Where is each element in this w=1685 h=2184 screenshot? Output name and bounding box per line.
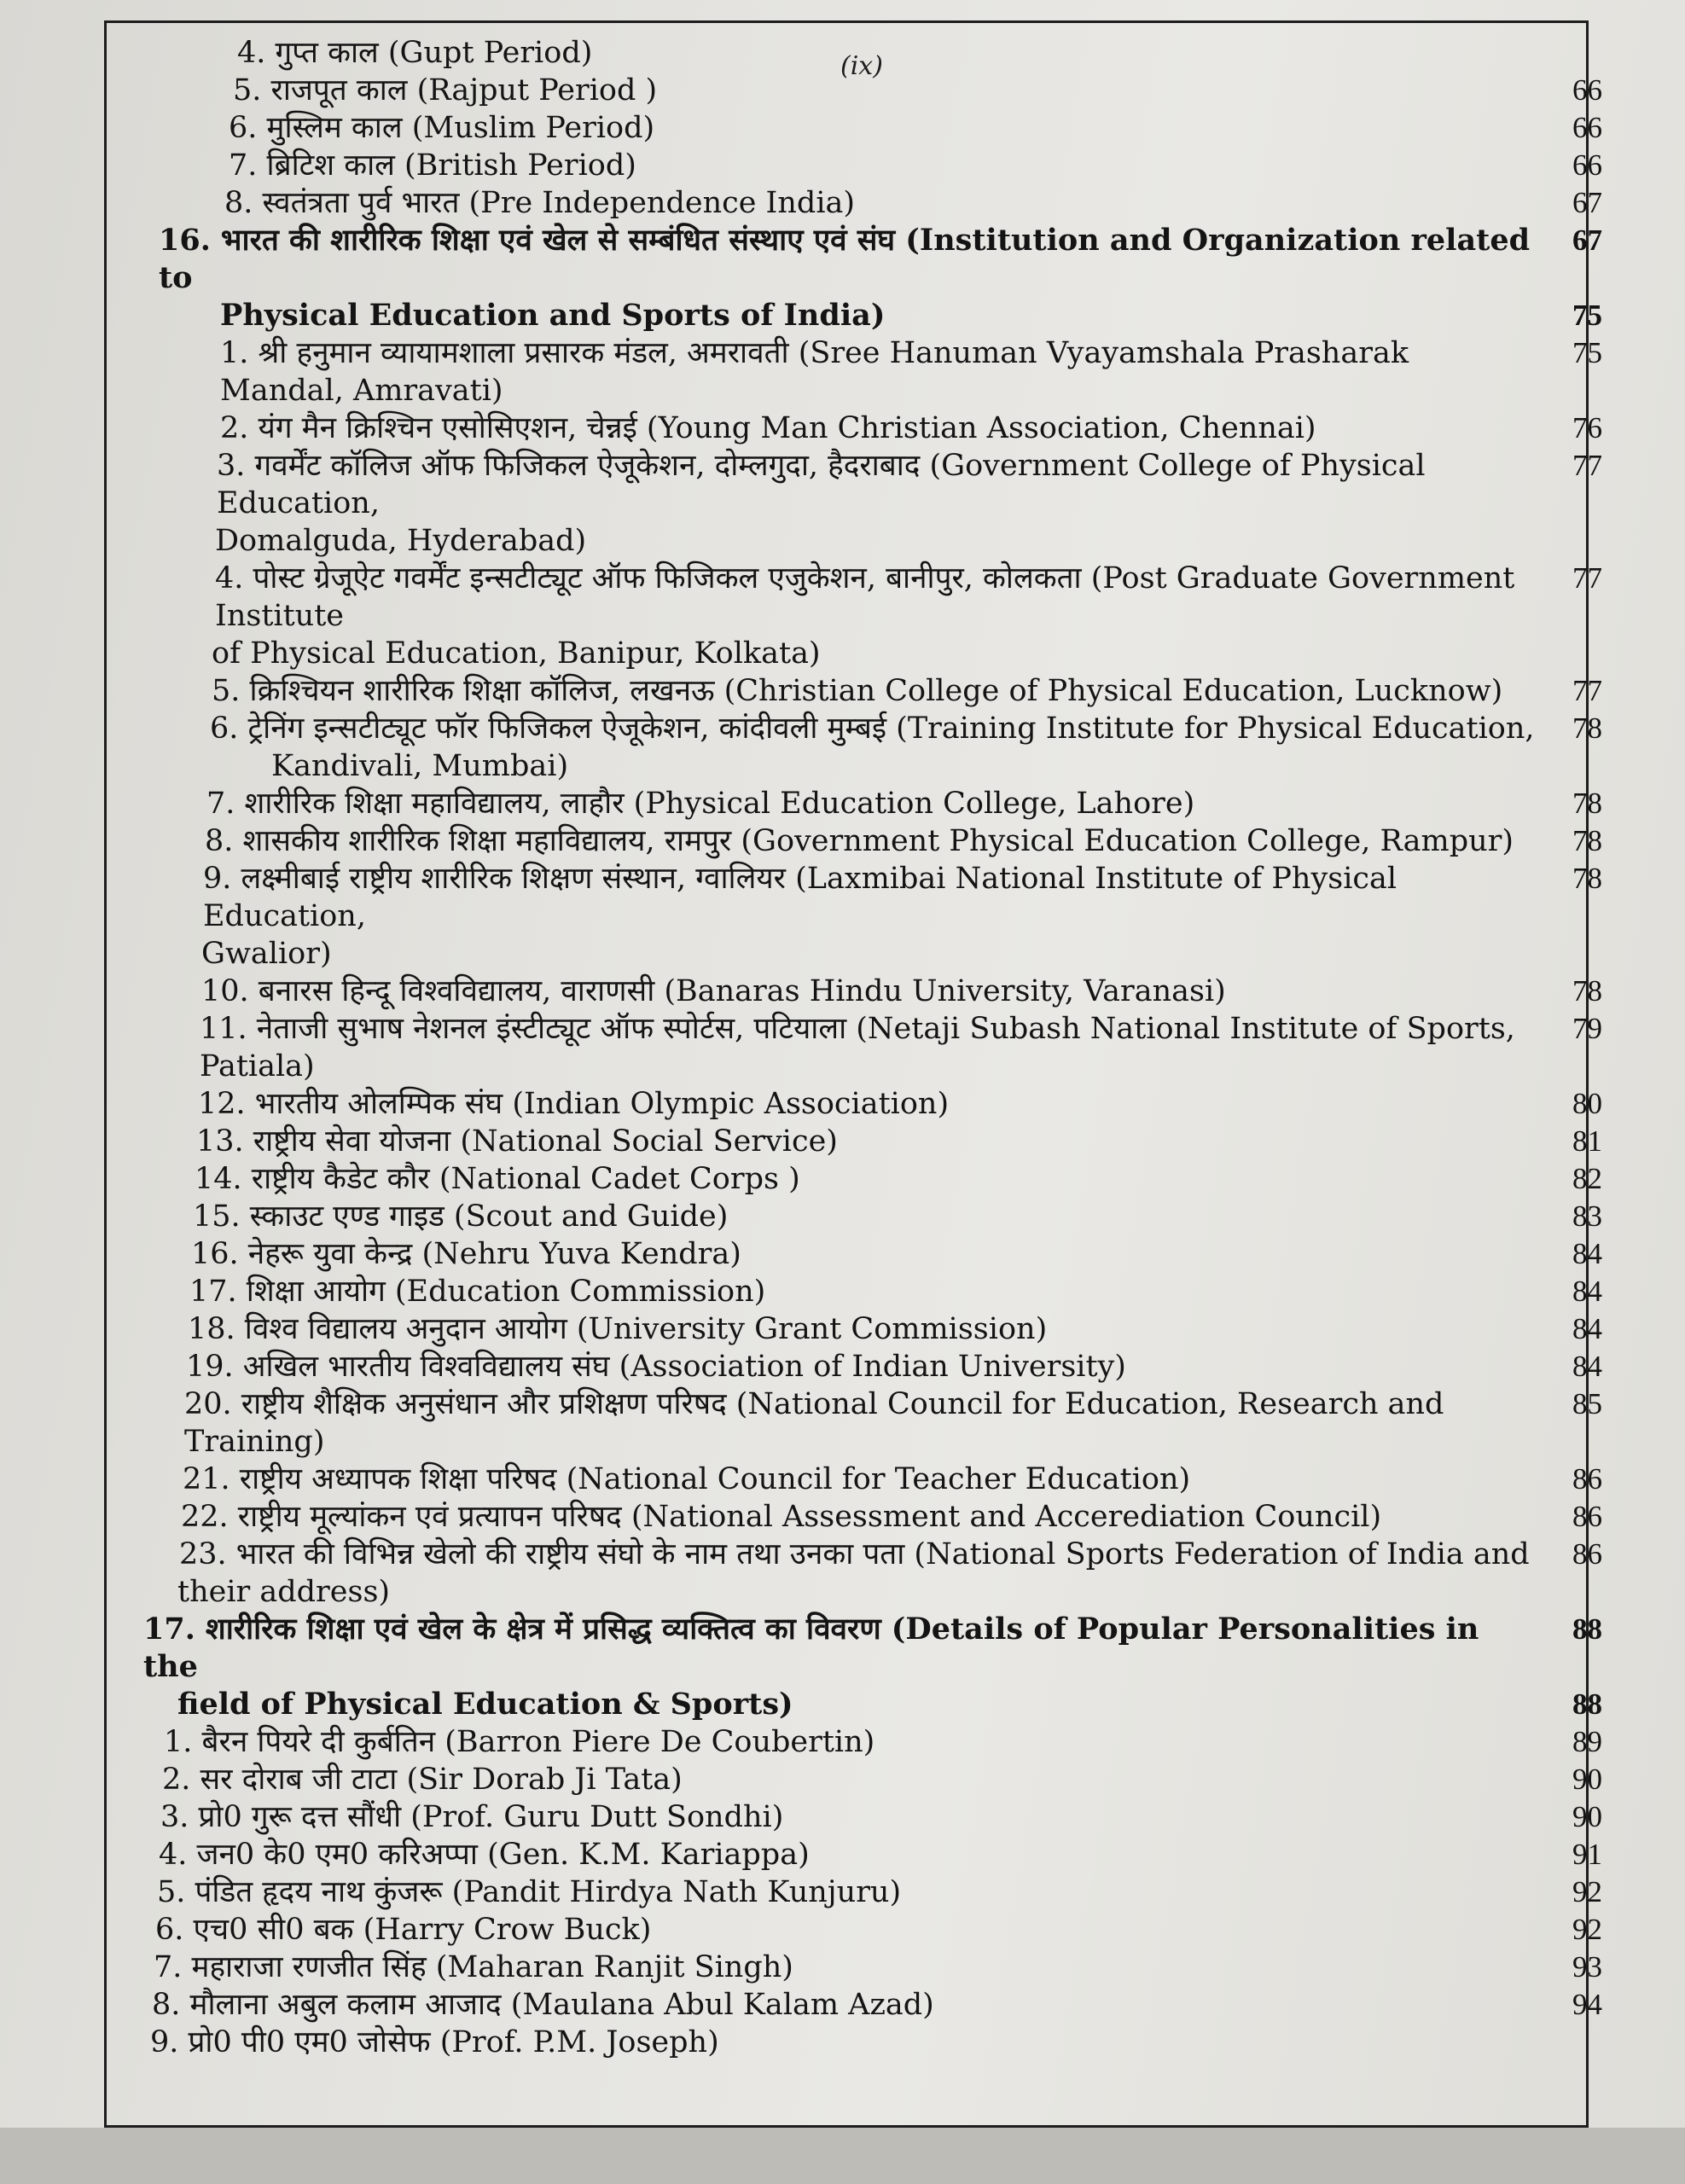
toc-item: 14. राष्ट्रीय कैडेट कौर (National Cadet Corps ) 82 <box>195 1162 1602 1196</box>
toc-item-continued: of Physical Education, Banipur, Kolkata) <box>212 636 821 671</box>
toc-item: 6. मुस्लिम काल (Muslim Period) 66 <box>229 111 1602 145</box>
toc-item: 7. महाराजा रणजीत सिंह (Maharan Ranjit Singh) 93 <box>154 1950 1602 1984</box>
toc-item: 7. शारीरिक शिक्षा महाविद्यालय, लाहौर (Physical Education College, Lahore) 78 <box>206 787 1602 821</box>
toc-item: 22. राष्ट्रीय मूल्यांकन एवं प्रत्यापन परिषद (National Assessment and Accerediation Council) 86 <box>181 1500 1602 1534</box>
toc-item: 2. यंग मैन क्रिश्चिन एसोसिएशन, चेन्नई (Young Man Christian Association, Chennai) 76 <box>220 411 1602 445</box>
table-of-contents <box>143 34 1602 2061</box>
toc-item: 8. शासकीय शारीरिक शिक्षा महाविद्यालय, रामपुर (Government Physical Education College, Rampur) 78 <box>205 824 1602 858</box>
toc-item: 7. ब्रिटिश काल (British Period) 66 <box>229 148 1602 183</box>
toc-item: 3. प्रो0 गुरू दत्त सौंधी (Prof. Guru Dutt Sondhi) 90 <box>160 1800 1602 1834</box>
toc-item: 9. लक्ष्मीबाई राष्ट्रीय शारीरिक शिक्षण संस्थान, ग्वालियर (Laxmibai National Institute of Physical Education, 78 <box>203 862 1602 933</box>
section-heading-continued: field of Physical Education & Sports) 88 <box>177 1687 1602 1722</box>
toc-item: 4. जन0 के0 एम0 करिअप्पा (Gen. K.M. Kariappa) 91 <box>159 1838 1602 1872</box>
toc-item-continued: Gwalior) <box>201 937 332 971</box>
toc-item: 8. मौलाना अबुल कलाम आजाद (Maulana Abul Kalam Azad) 94 <box>152 1988 1602 2022</box>
toc-item-continued: Kandivali, Mumbai) <box>271 749 569 783</box>
toc-item: 11. नेताजी सुभाष नेशनल इंस्टीट्यूट ऑफ स्पोर्टस, पटियाला (Netaji Subash National Institute of Sports, Patiala) 79 <box>200 1012 1602 1083</box>
page-bottom-edge <box>0 2128 1685 2184</box>
toc-item: 8. स्वतंत्रता पुर्व भारत (Pre Independence India) 67 <box>224 186 1602 220</box>
toc-item: 16. नेहरू युवा केन्द्र (Nehru Yuva Kendra) 84 <box>191 1237 1602 1271</box>
section-heading: 16. भारत की शारीरिक शिक्षा एवं खेल से सम्बंधित संस्थाए एवं संघ (Institution and Organization related to 67 <box>159 223 1602 295</box>
toc-item: 15. स्काउट एण्ड गाइड (Scout and Guide) 83 <box>193 1199 1602 1234</box>
toc-item: 18. विश्व विद्यालय अनुदान आयोग (University Grant Commission) 84 <box>188 1312 1602 1346</box>
toc-item: 3. गवर्मेंट कॉलिज ऑफ फिजिकल ऐजूकेशन, दोम्लगुदा, हैदराबाद (Government College of Physical Education, 77 <box>217 449 1602 520</box>
toc-item: 9. प्रो0 पी0 एम0 जोसेफ (Prof. P.M. Joseph) <box>150 2025 719 2059</box>
toc-item: 6. ट्रेनिंग इन्सटीट्यूट फॉर फिजिकल ऐजूकेशन, कांदीवली मुम्बई (Training Institute for Physical Education, 78 <box>210 712 1602 746</box>
toc-item: 13. राष्ट्रीय सेवा योजना (National Social Service) 81 <box>196 1124 1602 1159</box>
toc-item: 5. क्रिश्चियन शारीरिक शिक्षा कॉलिज, लखनऊ (Christian College of Physical Education, Lucknow) 77 <box>212 674 1602 708</box>
toc-item: 10. बनारस हिन्दू विश्वविद्यालय, वाराणसी (Banaras Hindu University, Varanasi) 78 <box>201 974 1602 1008</box>
toc-item-continued: their address) <box>177 1575 391 1609</box>
toc-item: 23. भारत की विभिन्न खेलो की राष्ट्रीय संघो के नाम तथा उनका पता (National Sports Federation of India and 86 <box>179 1537 1602 1571</box>
toc-item: 21. राष्ट्रीय अध्यापक शिक्षा परिषद (National Council for Teacher Education) 86 <box>183 1462 1602 1496</box>
toc-item: 19. अखिल भारतीय विश्वविद्यालय संघ (Association of Indian University) 84 <box>186 1350 1602 1384</box>
toc-item: 20. राष्ट्रीय शैक्षिक अनुसंधान और प्रशिक्षण परिषद (National Council for Education, Research and Training) 85 <box>184 1387 1602 1459</box>
toc-item: 4. गुप्त काल (Gupt Period) <box>237 36 593 70</box>
toc-item: 1. श्री हनुमान व्यायामशाला प्रसारक मंडल, अमरावती (Sree Hanuman Vyayamshala Prasharak Mandal, Amravati) 75 <box>220 336 1602 408</box>
toc-item: 6. एच0 सी0 बक (Harry Crow Buck) 92 <box>155 1913 1602 1947</box>
page-number: (ix) <box>840 51 883 81</box>
section-heading-continued: Physical Education and Sports of India) 75 <box>220 298 1602 333</box>
toc-item-continued: Domalguda, Hyderabad) <box>215 524 587 558</box>
section-heading: 17. शारीरिक शिक्षा एवं खेल के क्षेत्र में प्रसिद्ध व्यक्तित्व का विवरण (Details of Popular Personalities in the 88 <box>143 1612 1602 1684</box>
toc-item: 17. शिक्षा आयोग (Education Commission) 84 <box>189 1275 1602 1309</box>
toc-item: 12. भारतीय ओलम्पिक संघ (Indian Olympic Association) 80 <box>198 1087 1602 1121</box>
toc-item: 2. सर दोराब जी टाटा (Sir Dorab Ji Tata) 90 <box>162 1763 1602 1797</box>
toc-item: 5. राजपूत काल (Rajput Period ) 66 <box>233 73 1602 107</box>
toc-item: 4. पोस्ट ग्रेजूऐट गवर्मेंट इन्सटीट्यूट ऑफ फिजिकल एजुकेशन, बानीपुर, कोलकता (Post Graduate Government Institute 77 <box>215 561 1602 633</box>
toc-item: 5. पंडित हृदय नाथ कुंजरू (Pandit Hirdya Nath Kunjuru) 92 <box>157 1875 1602 1909</box>
toc-item: 1. बैरन पियरे दी कुर्बतिन (Barron Piere De Coubertin) 89 <box>164 1725 1602 1759</box>
